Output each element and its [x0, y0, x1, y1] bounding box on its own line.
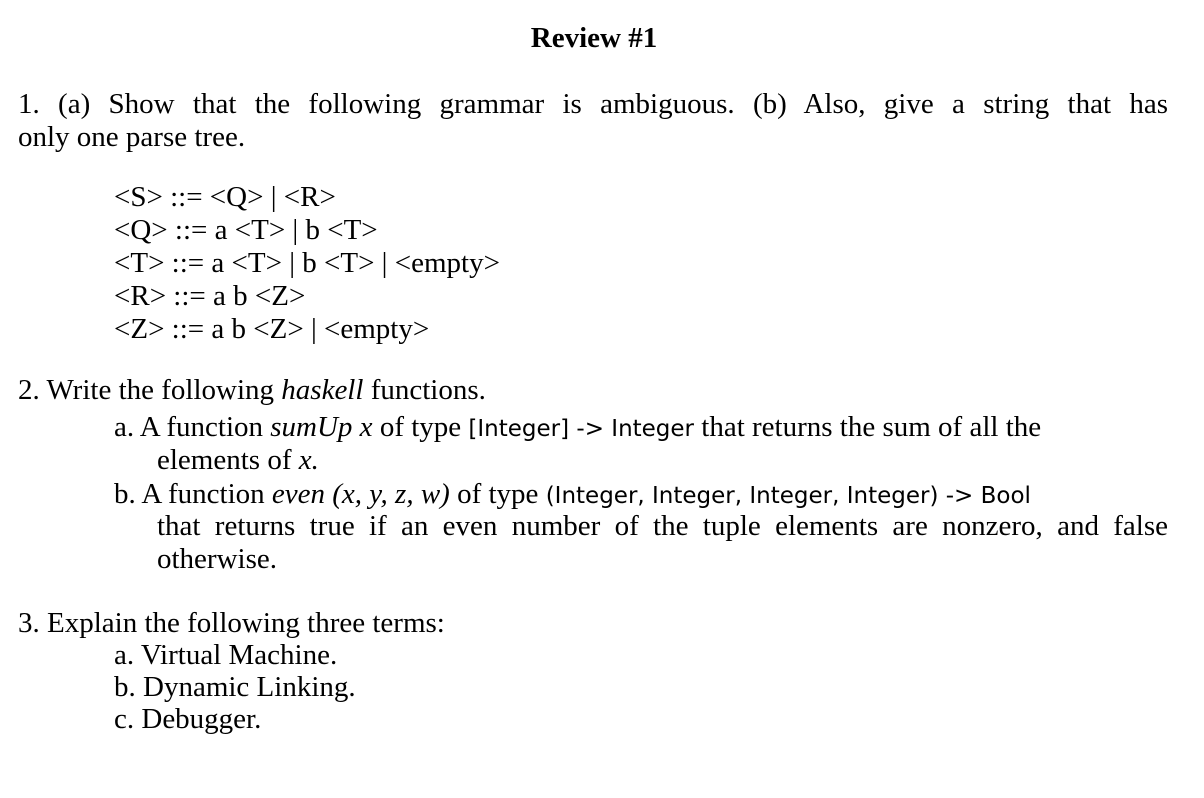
q2-b-line2: that returns true if an even number of the tuple elements are nonzero, and false [157, 510, 1168, 542]
q2-a-em: sumUp x [270, 411, 373, 443]
q2-b-type: (Integer, Integer, Integer, Integer) -> Bool [545, 483, 1031, 509]
q3-item-a: a. Virtual Machine. [114, 639, 338, 671]
q3-intro: 3. Explain the following three terms: [18, 607, 445, 639]
q2-a-post: that returns the sum of all the [694, 411, 1042, 443]
q2-a-pre: a. A function [114, 411, 271, 443]
q2-intro-em: haskell [281, 374, 364, 406]
grammar-rule-q: <Q> ::= a <T> | b <T> [114, 214, 378, 246]
grammar-rule-z: <Z> ::= a b <Z> | <empty> [114, 313, 430, 345]
q2-b-line3: otherwise. [157, 543, 277, 575]
q2-intro-pre: 2. Write the following [18, 374, 282, 406]
q2-intro-post: functions. [363, 374, 486, 406]
q2-a-line1 [114, 411, 1168, 446]
q2-a-type: [Integer] -> Integer [468, 416, 695, 442]
q2-a-mid: of type [372, 411, 469, 443]
grammar-rule-r: <R> ::= a b <Z> [114, 280, 306, 312]
q2-b-mid: of type [449, 478, 546, 510]
q2-b-pre: b. A function [114, 478, 272, 510]
q2-b-em: even (x, y, z, w) [271, 478, 450, 510]
grammar-rule-t: <T> ::= a <T> | b <T> | <empty> [114, 247, 500, 279]
q3-item-c: c. Debugger. [114, 703, 262, 735]
q2-a-line2-em: x. [298, 444, 319, 476]
q2-b-line1 [114, 478, 1168, 513]
q1-line2: only one parse tree. [18, 121, 246, 153]
q3-item-b: b. Dynamic Linking. [114, 671, 356, 703]
grammar-rule-s: <S> ::= <Q> | <R> [114, 181, 336, 213]
q2-a-line2-pre: elements of [157, 444, 299, 476]
page-title: Review #1 [530, 22, 658, 54]
q2-intro [18, 374, 486, 407]
q1-line1: 1. (a) Show that the following grammar is ambiguous. (b) Also, give a string that has [18, 88, 1168, 120]
q2-a-line2 [157, 444, 319, 477]
